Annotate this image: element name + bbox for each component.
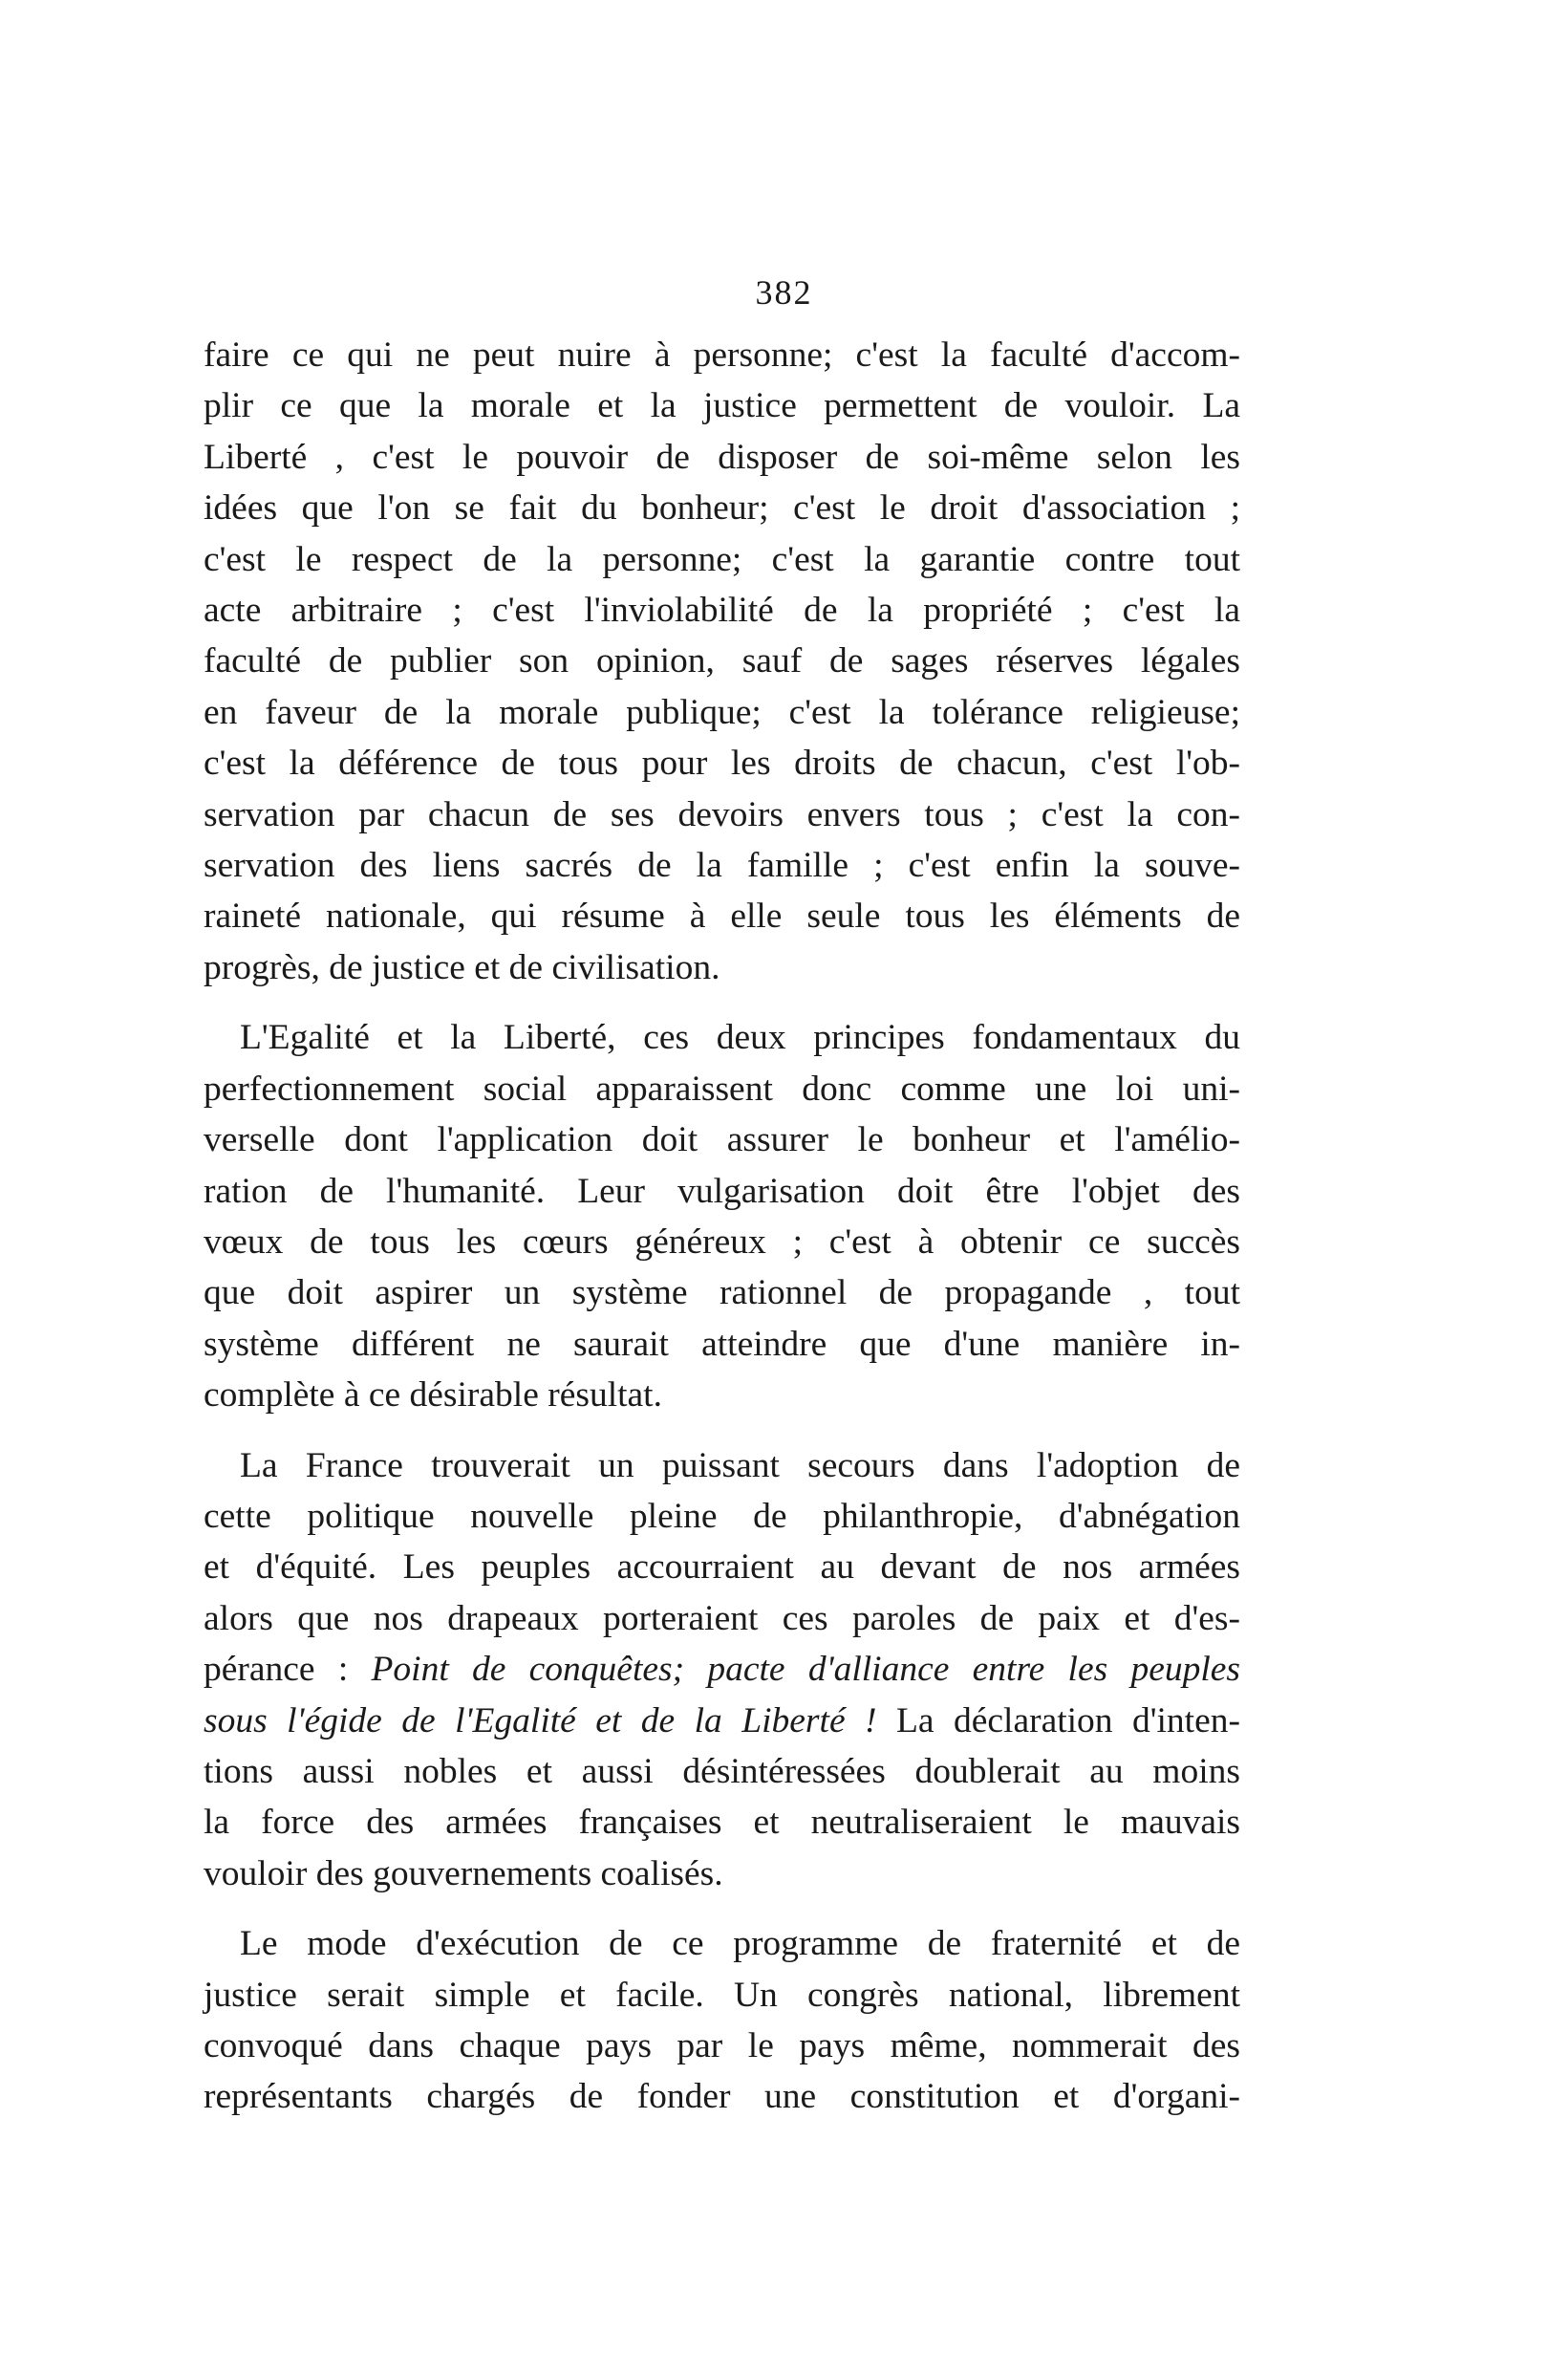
- text-line: alors que nos drapeaux porteraient ces paroles de paix et d'es-: [204, 1598, 1240, 1638]
- text-line: la force des armées françaises et neutraliseraient le mauvais: [204, 1803, 1240, 1843]
- text-line: acte arbitraire ; c'est l'inviolabilité de la propriété ; c'est la: [204, 591, 1240, 631]
- page-number: 382: [755, 273, 813, 312]
- text-line: représentants chargés de fonder une constitution et d'organi-: [204, 2077, 1240, 2117]
- text-line: L'Egalité et la Liberté, ces deux principes fondamentaux du: [240, 1018, 1240, 1058]
- text-line: Liberté , c'est le pouvoir de disposer de soi-même selon les: [204, 437, 1240, 477]
- text-line: c'est le respect de la personne; c'est la garantie contre tout: [204, 539, 1240, 579]
- text-line: vouloir des gouvernements coalisés.: [204, 1853, 723, 1893]
- text-line: perfectionnement social apparaissent donc comme une loi uni-: [204, 1069, 1240, 1109]
- text-line: système différent ne saurait atteindre que d'une manière in-: [204, 1324, 1240, 1364]
- text-line: tions aussi nobles et aussi désintéressées doublerait au moins: [204, 1751, 1240, 1791]
- text-line: vœux de tous les cœurs généreux ; c'est à obtenir ce succès: [204, 1221, 1240, 1262]
- text-line: La France trouverait un puissant secours dans l'adoption de: [240, 1445, 1240, 1485]
- paragraph-3: [204, 1440, 1240, 1900]
- text-segment: pérance :: [204, 1650, 349, 1690]
- text-line: servation des liens sacrés de la famille ; c'est enfin la souve-: [204, 846, 1240, 886]
- paragraph-1: [204, 330, 1240, 993]
- text-line: et d'équité. Les peuples accourraient au devant de nos armées: [204, 1547, 1240, 1588]
- text-segment: La déclaration d'inten-: [895, 1700, 1240, 1740]
- text-line: justice serait simple et facile. Un congrès national, librement: [204, 1975, 1240, 2015]
- text-line: idées que l'on se fait du bonheur; c'est le droit d'association ;: [204, 488, 1240, 529]
- text-line: faire ce qui ne peut nuire à personne; c'est la faculté d'accom-: [204, 335, 1240, 375]
- text-line: c'est la déférence de tous pour les droits de chacun, c'est l'ob-: [204, 744, 1240, 784]
- text-line: servation par chacun de ses devoirs envers tous ; c'est la con-: [204, 794, 1240, 834]
- text-line: Le mode d'exécution de ce programme de fraternité et de: [240, 1924, 1240, 1964]
- text-line: convoqué dans chaque pays par le pays même, nommerait des: [204, 2026, 1240, 2065]
- paragraph-2: [204, 1012, 1240, 1420]
- text-line: verselle dont l'application doit assurer le bonheur et l'amélio-: [204, 1120, 1240, 1160]
- italic-phrase: Point de conquêtes; pacte d'alliance entre les peuples: [371, 1650, 1241, 1690]
- text-line: raineté nationale, qui résume à elle seule tous les éléments de: [204, 897, 1240, 937]
- text-line: ration de l'humanité. Leur vulgarisation doit être l'objet des: [204, 1171, 1240, 1211]
- text-line: progrès, de justice et de civilisation.: [204, 947, 720, 987]
- text-line: cette politique nouvelle pleine de philanthropie, d'abnégation: [204, 1496, 1240, 1536]
- text-line: [204, 1696, 1240, 1746]
- text-line: complète à ce désirable résultat.: [204, 1375, 662, 1416]
- text-line: en faveur de la morale publique; c'est la tolérance religieuse;: [204, 692, 1240, 732]
- italic-phrase: sous l'égide de l'Egalité et de la Liberté !: [204, 1700, 877, 1740]
- text-line: plir ce que la morale et la justice permettent de vouloir. La: [204, 386, 1240, 426]
- text-line: que doit aspirer un système rationnel de propagande , tout: [204, 1273, 1240, 1313]
- text-line: [204, 1644, 1240, 1695]
- page-text: [204, 330, 1240, 2142]
- text-line: faculté de publier son opinion, sauf de sages réserves légales: [204, 641, 1240, 681]
- paragraph-4: [204, 1918, 1240, 2123]
